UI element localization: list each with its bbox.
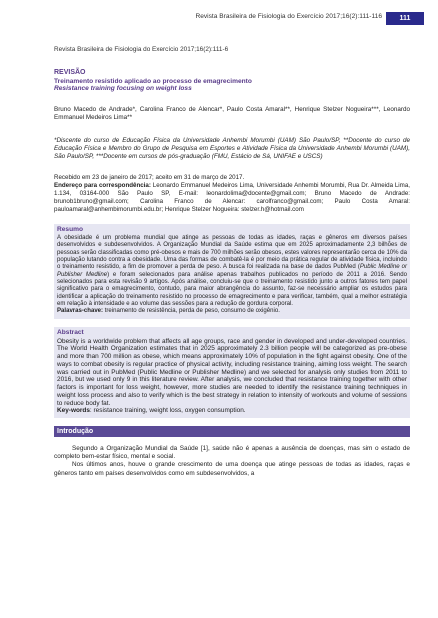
- article-content: [54, 46, 410, 478]
- page-header: [0, 12, 438, 26]
- abstract-heading: Abstract: [57, 328, 84, 336]
- resumo-text-italic: Public Medline or Publisher Medline: [57, 264, 407, 278]
- resumo-keywords-text: treinamento de resistência, perda de peso, consumo de oxigênio.: [103, 308, 280, 315]
- correspondence-text: Leonardo Emmanuel Medeiros Lima, Universidade Anhembi Morumbi, Rua Dr. Almeida Lima, 1.134, 03164-000 São Paulo SP, E-mail: leonardolima@docente@gmail.com; Bruno Macedo de Andrade: brunob1bruno@gmail.com; Carolina Franco de Alencar: carolfranco@gmail.com; Paulo Costa Amaral: pauloamaral@anhembimorumbi.edu.br; Henrique Stelzer Nogueira: stelzer.h@hotmail.com: [54, 182, 410, 214]
- introducao-heading: Introdução: [54, 426, 410, 437]
- abstract-section: [54, 327, 410, 419]
- introducao-paragraph-1: Segundo a Organização Mundial da Saúde [1], saúde não é apenas a ausência de doenças, mas sim o estado de completo bem-estar físico, mental e social.: [54, 445, 410, 461]
- abstract-keywords: [57, 407, 407, 415]
- resumo-keywords-label: Palavras-chave:: [57, 308, 104, 315]
- resumo-heading: Resumo: [57, 225, 84, 233]
- article-title-en: Resistance training focusing on weight loss: [54, 85, 192, 92]
- article-title-pt: Treinamento resistido aplicado ao processo de emagrecimento: [54, 78, 252, 85]
- affiliations: *Discente do curso de Educação Física da Universidade Anhembi Morumbi (UAM) São Paulo/SP, **Docente do curso de Educação Física e Membro do Grupo de Pesquisa em Esportes e Atividade Física da Universidade Anhembi Morumbi (UAM), São Paulo/SP, ***Docente em cursos de pós-graduação (FMU, Estácio de Sá, UNIFAE e USCS): [54, 136, 410, 161]
- correspondence-label: Endereço para correspondência:: [54, 182, 151, 190]
- abstract-keywords-text: : resistance training, weight loss, oxygen consumption.: [89, 407, 246, 415]
- authors: Bruno Macedo de Andrade*, Carolina Franco de Alencar*, Paulo Costa Amaral**, Henrique Stelzer Nogueira***, Leonardo Emmanuel Medeiros Lima**: [54, 106, 410, 122]
- resumo-text-part-2: ) e foram selecionados para análise apenas trabalhos publicados no período de 2011 a 2016. Sendo selecionados para esta revisão 9 artigos. Após análise, concluiu-se que o treinamento resistido junto a outros fatores tem papel significativo para o emagrecimento, contudo, para maior abrangência do assunto, faz-se necessário ampliar os estudos para identificar a aplicação do treinamento resistido no processo de emagrecimento e para verificar, também, qual a melhor estratégia em relação à intensidade e ao volume das sessões para a redução de gordura corporal.: [57, 271, 407, 308]
- resumo-section: [54, 224, 410, 319]
- abstract-keywords-label: Key-words: [57, 407, 90, 415]
- abstract-text: Obesity is a worldwide problem that affects all age groups, race and gender in developed and under-developed countries. The World Health Organization estimates that in 2025 approximately 2.3 billion people will be categorized as pre-obese and more than 700 million as obese, which means approximately 10% of population in the fight against obesity. One of the ways to combat obesity is regular practice of physical activity, including resistance training, aiming loss weight. The search was carried out in PubMed (Public Medline or Publisher Medline) and we selected for analysis only studies from 2011 to 2016, but we used only 9 in this literature review. After analysis, we concluded that resistance training together with other factors is important for loss weight, however, more studies are needed to identify the resistance training techniques in weight loss process and also to verify which is the best strategy in relation to intensity of workouts and volume of sessions to reduce body fat.: [57, 337, 407, 407]
- journal-reference: Revista Brasileira de Fisiologia do Exercício 2017;16(2):111-6: [54, 46, 229, 53]
- resumo-text: [57, 235, 407, 308]
- section-type: REVISÃO: [54, 69, 86, 76]
- received-dates: Recebido em 23 de janeiro de 2017; aceito em 31 de março de 2017.: [54, 174, 245, 182]
- correspondence: [54, 182, 410, 214]
- running-title: Revista Brasileira de Fisiologia do Exercício 2017;16(2):111-116: [195, 13, 382, 20]
- article-meta: [54, 174, 410, 214]
- resumo-text-part-1: A obesidade é um problema mundial que atinge as pessoas de todas as idades, raças e gêneros em diversos países desenvolvidos e subdesenvolvidos. A Organização Mundial da Saúde estima que em 2025 aproximadamente 2,3 bilhões de pessoas serão classificadas como pré-obesos e mais de 700 milhões serão obesos, estes valores representarão cerca de 10% da população lutando contra a obesidade. Uma das formas de combatê-la é por meio da prática regular de atividade física, incluindo o treinamento resistido, a fim de promover a perda de peso. A busca foi realizada na base de dados PubMed (: [57, 234, 407, 271]
- page-number-badge: 111: [386, 12, 424, 25]
- resumo-keywords: [57, 308, 407, 315]
- introducao-paragraph-2: Nos últimos anos, houve o grande crescimento de uma doença que atinge pessoas de todas as idades, raças e gêneros tanto em países desenvolvidos como em subdesenvolvidos, a: [54, 461, 410, 477]
